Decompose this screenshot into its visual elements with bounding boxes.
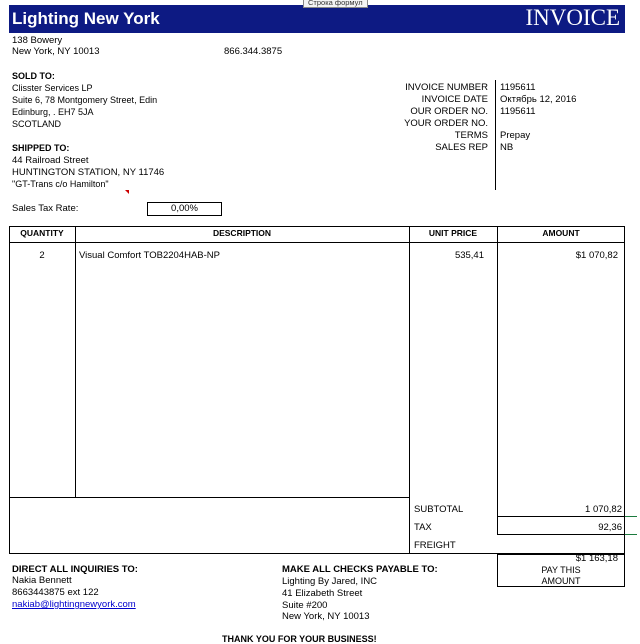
- col-divider: [497, 242, 498, 534]
- checks-line: Suite #200: [282, 600, 328, 611]
- col-divider: [409, 242, 410, 554]
- subtotal-value: 1 070,82: [585, 504, 622, 515]
- amount-header: AMOUNT: [542, 228, 580, 238]
- company-phone: 866.344.3875: [224, 46, 283, 57]
- company-city: New York, NY 10013: [12, 46, 100, 57]
- item-amount: $1 070,82: [575, 250, 618, 261]
- total-value: $1 163,18: [575, 553, 618, 564]
- freight-label: FREIGHT: [414, 540, 456, 551]
- checks-label: MAKE ALL CHECKS PAYABLE TO:: [282, 564, 438, 575]
- company-street: 138 Bowery: [12, 35, 63, 46]
- col-divider: [75, 242, 76, 497]
- item-unit-price: 535,41: [454, 250, 484, 261]
- items-bottom-divider: [9, 497, 409, 498]
- items-table: [9, 226, 625, 554]
- tax-value: 92,36: [598, 522, 622, 533]
- our-order-label: OUR ORDER NO.: [410, 106, 488, 117]
- tax-rate-field[interactable]: 0,00%: [147, 202, 222, 216]
- inquiries-email-link[interactable]: nakiab@lightingnewyork.com: [12, 599, 136, 610]
- quantity-header: QUANTITY: [20, 228, 64, 238]
- info-divider: [495, 80, 496, 190]
- thank-you-text: THANK YOU FOR YOUR BUSINESS!: [222, 634, 377, 644]
- unit-price-header: UNIT PRICE: [428, 228, 478, 238]
- cell-selection-edge: [625, 534, 637, 535]
- col-divider: [497, 226, 498, 242]
- shipped-to-line: HUNTINGTON STATION, NY 11746: [12, 167, 165, 178]
- sold-to-line: Edinburg, . EH7 5JA: [12, 107, 94, 117]
- col-divider: [409, 226, 410, 242]
- shipped-to-line: 44 Railroad Street: [12, 155, 89, 166]
- totals-divider: [497, 516, 625, 517]
- sold-to-line: Clisster Services LP: [12, 83, 93, 93]
- sold-to-line: SCOTLAND: [12, 119, 62, 129]
- description-header: DESCRIPTION: [212, 228, 272, 238]
- checks-line: New York, NY 10013: [282, 611, 370, 622]
- invoice-date-value: Октябрь 12, 2016: [500, 94, 577, 105]
- cell-selection-edge: [625, 516, 637, 517]
- sales-rep-value: NB: [500, 142, 514, 153]
- item-description: Visual Comfort TOB2204HAB-NP: [79, 250, 220, 261]
- inquiries-name: Nakia Bennett: [12, 575, 72, 586]
- shipped-to-label: SHIPPED TO:: [12, 143, 70, 153]
- inquiries-label: DIRECT ALL INQUIRIES TO:: [12, 564, 138, 575]
- tax-rate-label: Sales Tax Rate:: [12, 203, 79, 214]
- invoice-number-label: INVOICE NUMBER: [405, 82, 488, 93]
- subtotal-label: SUBTOTAL: [414, 504, 464, 515]
- item-quantity: 2: [39, 250, 45, 261]
- terms-value: Prepay: [500, 130, 531, 141]
- totals-divider: [497, 534, 625, 535]
- invoice-number-value: 1195611: [500, 82, 536, 93]
- pay-this-label: PAY THIS: [541, 565, 581, 575]
- your-order-label: YOUR ORDER NO.: [404, 118, 488, 129]
- amount-label: AMOUNT: [541, 576, 581, 586]
- sales-rep-label: SALES REP: [435, 142, 488, 153]
- invoice-date-label: INVOICE DATE: [421, 94, 488, 105]
- checks-line: 41 Elizabeth Street: [282, 588, 363, 599]
- sold-to-line: Suite 6, 78 Montgomery Street, Edin: [12, 95, 158, 105]
- terms-label: TERMS: [454, 130, 488, 141]
- tax-label: TAX: [414, 522, 432, 533]
- col-divider: [75, 226, 76, 242]
- formula-bar-tooltip: Строка формул: [303, 0, 368, 8]
- shipped-to-line: "GT-Trans c/o Hamilton": [12, 179, 109, 189]
- inquiries-phone: 8663443875 ext 122: [12, 587, 99, 598]
- table-header-divider: [9, 242, 625, 243]
- cell-comment-marker: [125, 190, 129, 194]
- checks-line: Lighting By Jared, INC: [282, 576, 378, 587]
- company-name: Lighting New York: [12, 9, 160, 28]
- sold-to-label: SOLD TO:: [12, 71, 55, 81]
- our-order-value: 1195611: [500, 106, 536, 117]
- document-title: INVOICE: [525, 5, 620, 30]
